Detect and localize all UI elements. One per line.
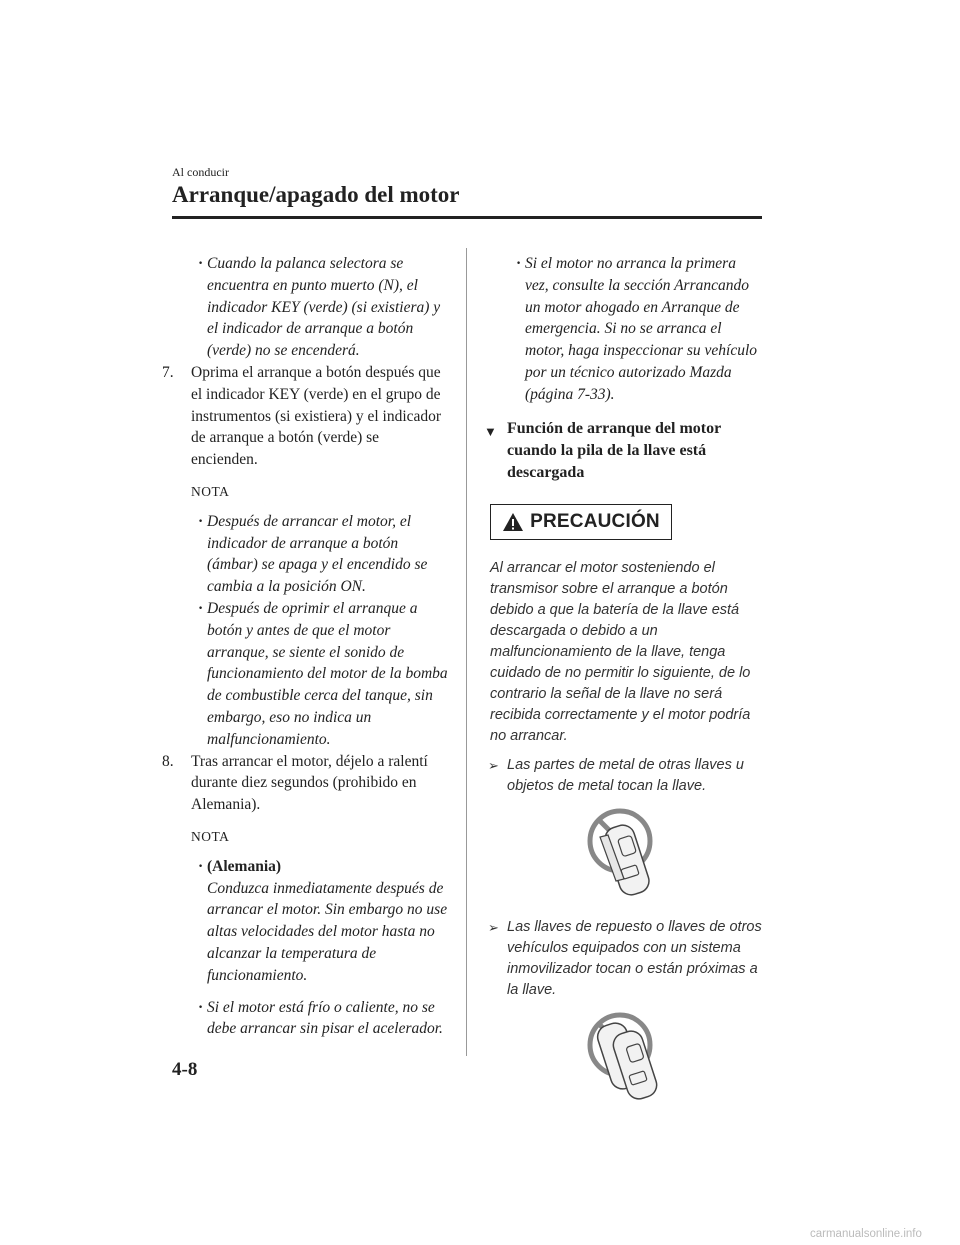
step-8	[162, 751, 448, 816]
bullet-item: · Si el motor está frío o caliente, no se debe arrancar sin pisar el acelerador.	[207, 997, 448, 1041]
right-column	[484, 253, 762, 1103]
caution-item	[490, 917, 762, 1001]
step-number: 8.	[162, 752, 174, 770]
bullet-item: · Si el motor no arranca la primera vez, consulte la sección Arrancando un motor ahogado en Arranque de emergencia. Si no se arranca el motor, haga inspeccionar su vehículo por un técnico autorizado Mazda (página 7-33).	[525, 253, 762, 406]
warning-triangle-icon	[502, 512, 524, 532]
key-metal-contact-illustration	[586, 807, 674, 899]
step-text: Tras arrancar el motor, déjelo a ralentí durante diez segundos (prohibido en Alemania).	[191, 752, 428, 814]
left-column	[162, 253, 448, 1040]
bullet-item: · Cuando la palanca selectora se encuentra en punto muerto (N), el indicador KEY (verde) (si existiera) y el indicador de arranque a botón (verde) no se encenderá.	[207, 253, 448, 362]
subheading	[484, 418, 762, 484]
column-divider	[466, 248, 467, 1056]
caution-item-text: Las llaves de repuesto o llaves de otros vehículos equipados con un sistema inmovilizador tocan o están próximas a la llave.	[507, 918, 762, 998]
triangle-down-icon: ▼	[484, 423, 497, 439]
caution-text: Al arrancar el motor sosteniendo el transmisor sobre el arranque a botón debido a que la batería de la llave está descargada o debido a un malfuncionamiento de la llave, tenga cuidado de no permitir lo siguiente, de lo contrario la señal de la llave no será recibida correctamente y el motor podría no arrancar.	[490, 559, 751, 744]
step-number: 7.	[162, 363, 174, 381]
step-7	[162, 362, 448, 471]
bullet-item: · Después de oprimir el arranque a botón y antes de que el motor arranque, se siente el sonido de funcionamiento del motor de la bomba de combustible cerca del tanque, sin embargo, eso no indica un malfuncionamiento.	[207, 598, 448, 751]
nota-label: NOTA	[191, 483, 230, 499]
caution-item-text: Las partes de metal de otras llaves u objetos de metal tocan la llave.	[507, 756, 744, 794]
caution-label: PRECAUCIÓN	[530, 510, 660, 532]
bullet-item: · Después de arrancar el motor, el indicador de arranque a botón (ámbar) se apaga y el encendido se cambia a la posición ON.	[207, 511, 448, 598]
arrow-right-icon: ➢	[488, 757, 499, 773]
nota-label: NOTA	[191, 828, 230, 844]
germany-title: · (Alemania)	[207, 857, 282, 875]
section-label: Al conducir	[172, 165, 229, 179]
key-proximity-illustration	[586, 1011, 674, 1103]
germany-text: Conduzca inmediatamente después de arrancar el motor. Sin embargo no use altas velocidades del motor hasta no alcanzar la temperatura de funcionamiento.	[207, 879, 448, 984]
step-text: Oprima el arranque a botón después que el indicador KEY (verde) en el grupo de instrumentos (si existiera) y el indicador de arranque a botón (verde) se encienden.	[191, 363, 442, 469]
page-number: 4-8	[172, 1059, 198, 1080]
arrow-right-icon: ➢	[488, 919, 499, 935]
caution-banner	[490, 504, 672, 540]
bullet-item-germany	[207, 856, 448, 987]
page-title: Arranque/apagado del motor	[172, 182, 460, 207]
header-rule	[172, 216, 762, 219]
watermark: carmanualsonline.info	[810, 1228, 922, 1240]
caution-item	[490, 755, 762, 797]
subheading-text: Función de arranque del motor cuando la pila de la llave está descargada	[507, 419, 721, 481]
